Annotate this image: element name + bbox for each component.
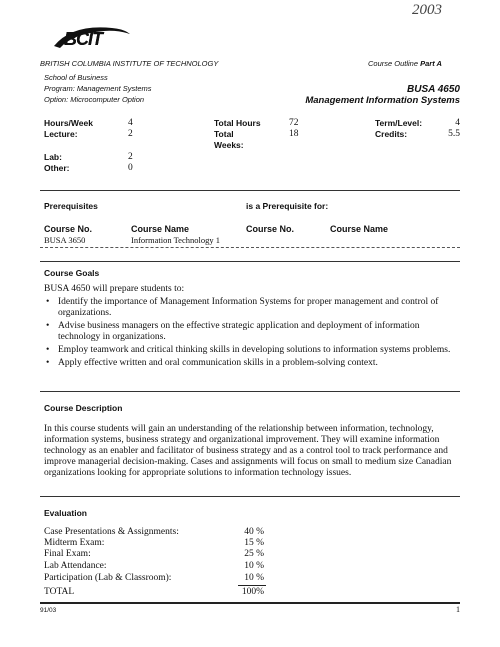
prereq-col-course-no: Course No. bbox=[44, 224, 93, 234]
divider-description-top bbox=[40, 391, 460, 392]
outline-part: Part A bbox=[420, 59, 442, 68]
goal-item: • Employ teamwork and critical thinking skills in developing solutions to information systems problems. bbox=[44, 345, 460, 356]
eval-value-midterm: 15 % bbox=[244, 538, 264, 548]
lecture-value: 2 bbox=[128, 129, 133, 139]
footer-date: 91/03 bbox=[40, 607, 57, 614]
prereq-for-heading: is a Prerequisite for: bbox=[246, 201, 329, 211]
institute-name: BRITISH COLUMBIA INSTITUTE OF TECHNOLOGY bbox=[40, 59, 219, 68]
program-name: Program: Management Systems bbox=[44, 84, 152, 93]
eval-total-label: TOTAL bbox=[44, 587, 75, 597]
goals-list bbox=[44, 297, 460, 371]
total-hours-value: 72 bbox=[289, 118, 299, 128]
prereq-row-course-name: Information Technology 1 bbox=[131, 235, 220, 245]
eval-value-lab: 10 % bbox=[244, 561, 264, 571]
prereq-for-col-course-name: Course Name bbox=[330, 224, 389, 234]
option-name: Option: Microcomputer Option bbox=[44, 95, 145, 104]
prereq-row-course-no: BUSA 3650 bbox=[44, 235, 86, 245]
goal-item: • Identify the importance of Management Information Systems for proper management and control of organizations. bbox=[44, 297, 460, 319]
eval-label-case: Case Presentations & Assignments: bbox=[44, 527, 179, 537]
lab-value: 2 bbox=[128, 152, 133, 162]
outline-label bbox=[368, 59, 442, 68]
school-name: School of Business bbox=[44, 73, 108, 82]
term-level-value: 4 bbox=[455, 118, 460, 128]
eval-total-underline bbox=[238, 585, 266, 586]
course-code: BUSA 4650 bbox=[407, 84, 460, 95]
hours-week-value: 4 bbox=[128, 118, 133, 128]
eval-label-participation: Participation (Lab & Classroom): bbox=[44, 573, 172, 583]
prereq-col-course-name: Course Name bbox=[131, 224, 190, 234]
goals-heading: Course Goals bbox=[44, 268, 100, 278]
outline-label-text: Course Outline bbox=[368, 59, 419, 68]
goal-item: • Advise business managers on the effective strategic application and deployment of information technology in organizations. bbox=[44, 321, 460, 343]
lecture-label: Lecture: bbox=[44, 129, 78, 139]
lab-label: Lab: bbox=[44, 152, 62, 162]
total-weeks-value: 18 bbox=[289, 129, 299, 139]
eval-label-lab: Lab Attendance: bbox=[44, 561, 107, 571]
hours-week-label: Hours/Week bbox=[44, 118, 93, 128]
divider-evaluation-top bbox=[40, 496, 460, 497]
credits-value: 5.5 bbox=[448, 129, 460, 139]
bcit-logo bbox=[52, 22, 132, 52]
prereq-heading: Prerequisites bbox=[44, 201, 98, 211]
other-value: 0 bbox=[128, 163, 133, 173]
goal-item: • Apply effective written and oral communication skills in a problem-solving context. bbox=[44, 358, 460, 369]
divider-prereq-top bbox=[40, 190, 460, 191]
footer-page-number: 1 bbox=[456, 605, 460, 614]
total-weeks-label: Total Weeks: bbox=[214, 129, 244, 150]
eval-value-case: 40 % bbox=[244, 527, 264, 537]
description-text: In this course students will gain an understanding of the relationship between information, technology, information systems, business strategy and organizational improvement. They will examine information technology as an enabler and facilitator of business strategy and as a control tool to track performance and improve managerial decision-making. Cases and assignments will focus on small to medium size Canadian organizations looking for appropriate solutions to information technology issues. bbox=[44, 424, 452, 478]
logo-text: BCIT bbox=[64, 29, 102, 49]
other-label: Other: bbox=[44, 163, 70, 173]
total-hours-label: Total Hours bbox=[214, 118, 261, 128]
eval-value-final: 25 % bbox=[244, 549, 264, 559]
eval-value-participation: 10 % bbox=[244, 573, 264, 583]
evaluation-heading: Evaluation bbox=[44, 508, 87, 518]
eval-label-midterm: Midterm Exam: bbox=[44, 538, 105, 548]
term-level-label: Term/Level: bbox=[375, 118, 423, 128]
handwritten-year: 2003 bbox=[412, 2, 442, 18]
eval-total-value: 100% bbox=[241, 587, 264, 597]
prereq-row-underline bbox=[40, 247, 460, 248]
credits-label: Credits: bbox=[375, 129, 408, 139]
description-heading: Course Description bbox=[44, 403, 123, 413]
divider-footer bbox=[40, 602, 460, 604]
goals-intro: BUSA 4650 will prepare students to: bbox=[44, 284, 185, 294]
course-title: Management Information Systems bbox=[305, 95, 460, 106]
divider-goals-top bbox=[40, 261, 460, 262]
prereq-for-col-course-no: Course No. bbox=[246, 224, 295, 234]
eval-label-final: Final Exam: bbox=[44, 549, 91, 559]
